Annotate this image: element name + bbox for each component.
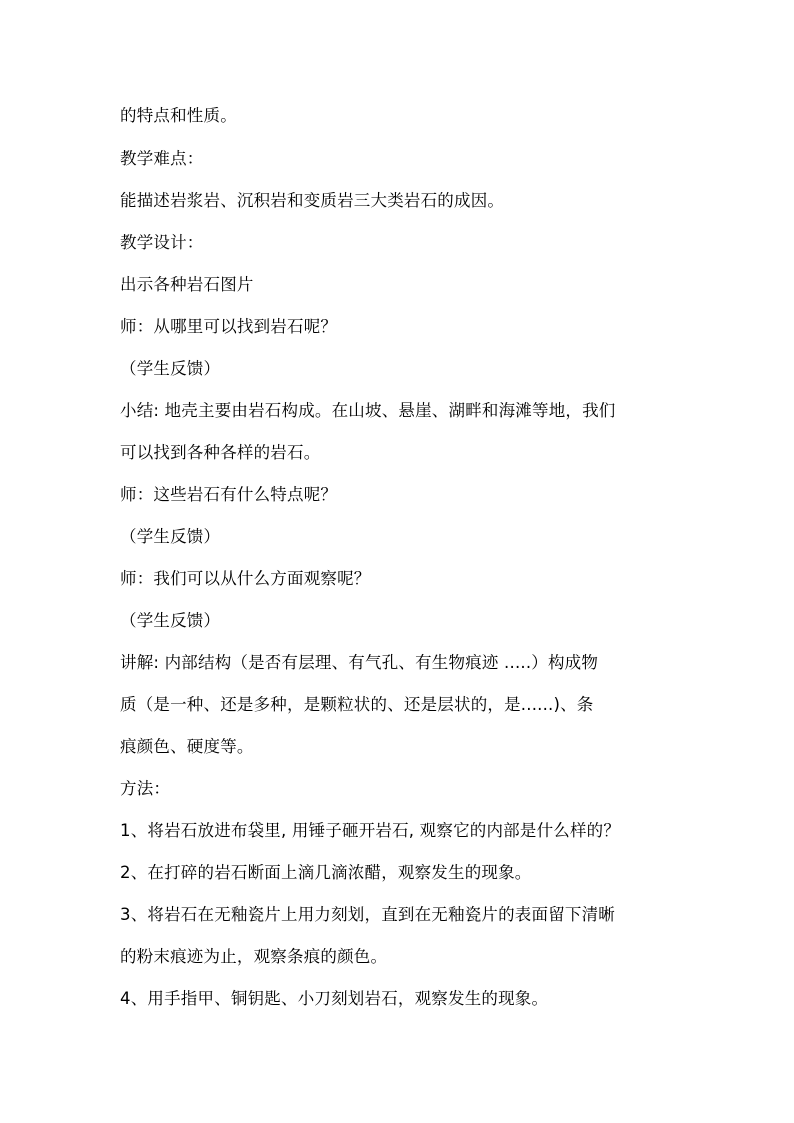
text-line: 的特点和性质。 bbox=[120, 106, 237, 125]
text-line: 讲解: 内部结构（是否有层理、有气孔、有生物痕迹 .....）构成物 bbox=[120, 653, 599, 672]
text-line: 可以找到各种各样的岩石。 bbox=[120, 443, 321, 462]
text-line: 师：从哪里可以找到岩石呢？ bbox=[120, 317, 338, 336]
text-line: 师：这些岩石有什么特点呢？ bbox=[120, 485, 338, 504]
text-line: 师：我们可以从什么方面观察呢？ bbox=[120, 569, 371, 588]
text-line: 质（是一种、还是多种，是颗粒状的、还是层状的，是......)、条 bbox=[120, 695, 594, 714]
list-item: 3、将岩石在无釉瓷片上用力刻划，直到在无釉瓷片的表面留下清晰 bbox=[120, 905, 615, 924]
text-line: （学生反馈） bbox=[120, 359, 221, 378]
text-line: （学生反馈） bbox=[120, 527, 221, 546]
list-item: 4、用手指甲、铜钥匙、小刀刻划岩石，观察发生的现象。 bbox=[120, 989, 549, 1008]
list-item: 1、将岩石放进布袋里, 用锤子砸开岩石, 观察它的内部是什么样的？ bbox=[120, 821, 621, 840]
text-line: （学生反馈） bbox=[120, 611, 221, 630]
heading-teaching-difficulty: 教学难点： bbox=[120, 149, 204, 168]
heading-methods: 方法： bbox=[120, 779, 171, 798]
heading-teaching-design: 教学设计： bbox=[120, 233, 204, 252]
text-line: 出示各种岩石图片 bbox=[120, 275, 254, 294]
text-line: 小结: 地壳主要由岩石构成。在山坡、悬崖、湖畔和海滩等地，我们 bbox=[120, 401, 616, 420]
list-item: 2、在打碎的岩石断面上滴几滴浓醋，观察发生的现象。 bbox=[120, 863, 532, 882]
text-line: 痕颜色、硬度等。 bbox=[120, 737, 254, 756]
list-item-continuation: 的粉末痕迹为止，观察条痕的颜色。 bbox=[120, 947, 388, 966]
text-line: 能描述岩浆岩、沉积岩和变质岩三大类岩石的成因。 bbox=[120, 191, 505, 210]
